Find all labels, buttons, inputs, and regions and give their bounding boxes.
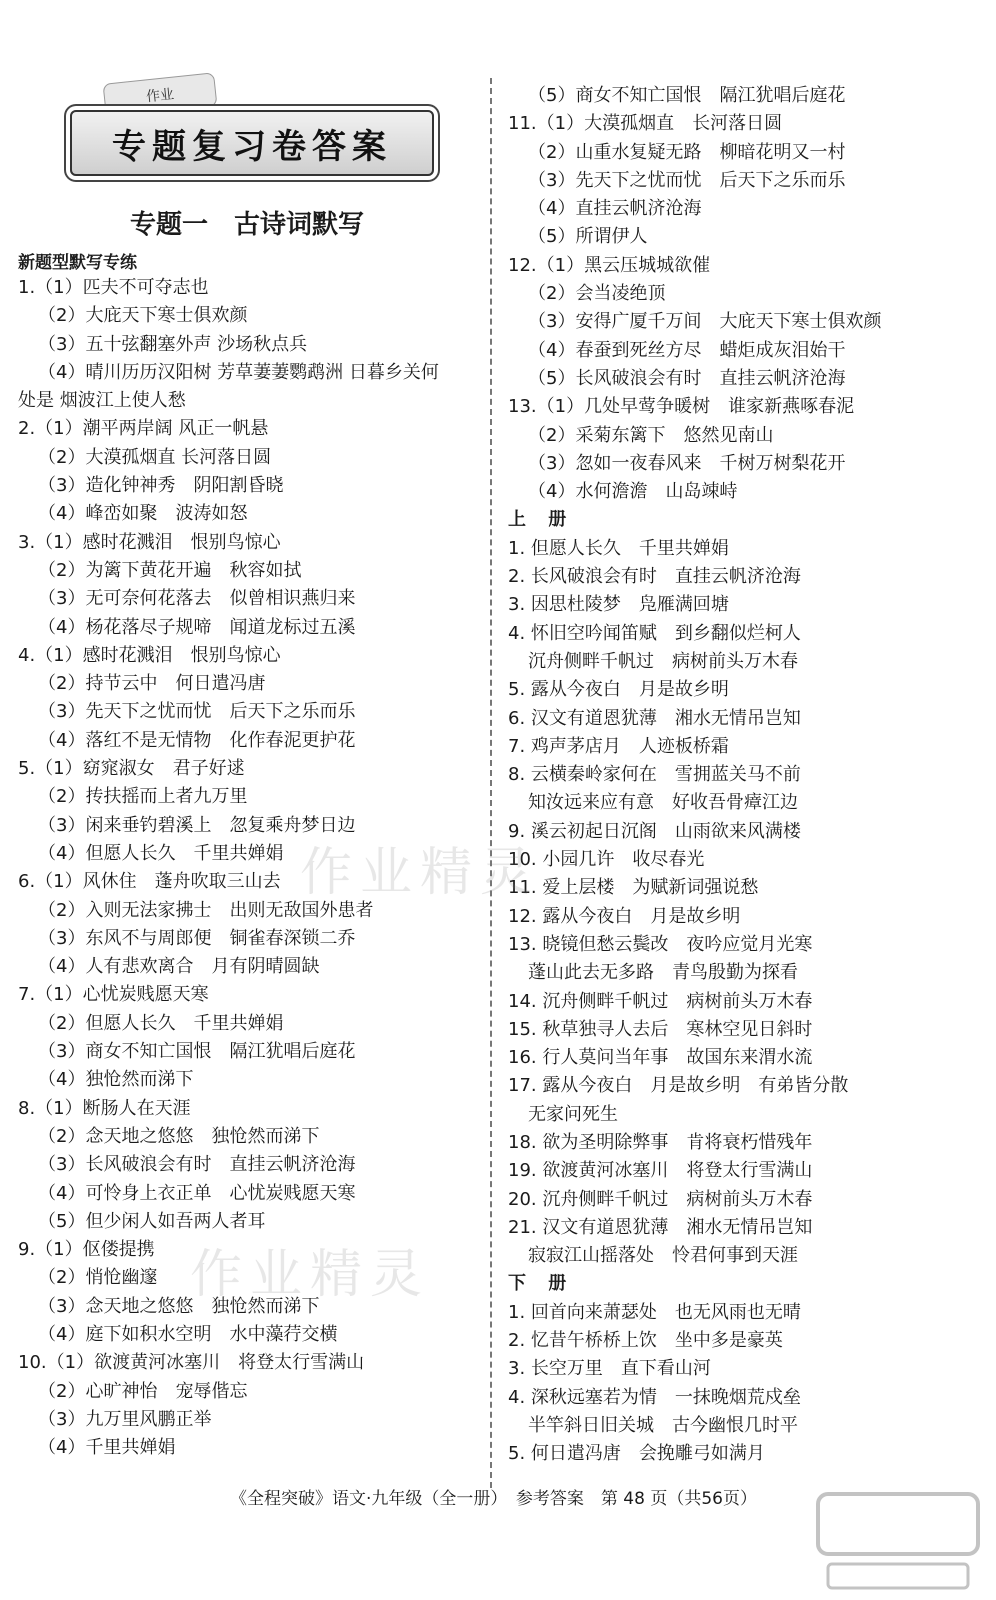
answer-line: 处是 烟波江上使人愁 [18,390,186,412]
answer-line: 3. 因思杜陵梦 凫雁满回塘 [508,594,729,616]
answer-line: 11. 爱上层楼 为赋新词强说愁 [508,877,759,899]
answer-line: （5）所谓伊人 [528,226,648,248]
answer-line: 19. 欲渡黄河冰塞川 将登太行雪满山 [508,1160,813,1182]
answer-line: 5.（1）窈窕淑女 君子好逑 [18,758,245,780]
answer-line: 半竿斜日旧关城 古今幽恨几时平 [528,1414,798,1436]
answer-line: （3）闲来垂钓碧溪上 忽复乘舟梦日边 [38,814,356,836]
answer-line: 17. 露从今夜白 月是故乡明 有弟皆分散 [508,1075,849,1097]
answer-line: （3）先天下之忧而忧 后天下之乐而乐 [528,169,846,191]
answer-line: 10.（1）欲渡黄河冰塞川 将登太行雪满山 [18,1352,365,1374]
page-footer: 《全程突破》语文·九年级（全一册） 参考答案 第 48 页（共56页） [230,1489,757,1509]
answer-line: 寂寂江山摇落处 怜君何事到天涯 [528,1245,798,1267]
answer-line: 15. 秋草独寻人去后 寒林空见日斜时 [508,1018,813,1040]
answer-line: 4.（1）感时花溅泪 恨别鸟惊心 [18,644,281,666]
answer-line: 3.（1）感时花溅泪 恨别鸟惊心 [18,531,281,553]
answer-line: 7. 鸡声茅店月 人迹板桥霜 [508,735,729,757]
answer-line: （4）水何澹澹 山岛竦峙 [528,481,738,503]
answer-line: 10. 小园几许 收尽春光 [508,849,705,871]
answer-line: 9. 溪云初起日沉阁 山雨欲来风满楼 [508,820,801,842]
answer-line: 6. 汉文有道恩犹薄 湘水无情吊岂知 [508,707,801,729]
answer-line: 2.（1）潮平两岸阔 风正一帆悬 [18,418,269,440]
answer-line: （5）商女不知亡国恨 隔江犹唱后庭花 [528,85,846,106]
answer-line: 7.（1）心忧炭贱愿天寒 [18,984,209,1006]
answer-line: （3）安得广厦千万间 大庇天下寒士俱欢颜 [528,311,882,333]
answer-line: （4）庭下如积水空明 水中藻荇交横 [38,1323,338,1345]
watermark-2: 作业精灵 [190,1245,431,1305]
answer-line: （3）九万里风鹏正举 [38,1408,212,1430]
answer-line: 1. 但愿人长久 千里共婵娟 [508,537,729,559]
answer-line: 13.（1）几处早莺争暖树 谁家新燕啄春泥 [508,396,855,418]
answer-line: 13. 晓镜但愁云鬓改 夜吟应觉月光寒 [508,933,813,955]
answer-line: （4）人有悲欢离合 月有阴晴圆缺 [38,956,320,978]
answer-line: 8. 云横秦岭家何在 雪拥蓝关马不前 [508,764,801,786]
answer-line: （2）会当凌绝顶 [528,283,666,305]
answer-line: （3）先天下之忧而忧 后天下之乐而乐 [38,701,356,723]
answer-line: 14. 沉舟侧畔千帆过 病树前头万木春 [508,990,813,1012]
answer-line: （3）造化钟神秀 阴阳割昏晓 [38,475,284,497]
answer-line: （4）直挂云帆济沧海 [528,198,702,220]
answer-line: （3）长风破浪会有时 直挂云帆济沧海 [38,1154,356,1176]
answer-line: （3）东风不与周郎便 铜雀春深锁二乔 [38,927,356,949]
answer-line: （2）采菊东篱下 悠然见南山 [528,424,774,446]
answer-line: （4）但愿人长久 千里共婵娟 [38,842,284,864]
answer-line: 8.（1）断肠人在天涯 [18,1097,191,1119]
answer-line: （3）商女不知亡国恨 隔江犹唱后庭花 [38,1041,356,1063]
answer-line: 20. 沉舟侧畔千帆过 病树前头万木春 [508,1188,813,1210]
answer-line: 18. 欲为圣明除弊事 肯将衰朽惜残年 [508,1131,813,1153]
answer-line: 5. 露从今夜白 月是故乡明 [508,679,729,701]
answer-line: （4）可怜身上衣正单 心忧炭贱愿天寒 [38,1182,356,1204]
section-heading: 下 册 [508,1273,575,1295]
answer-line: （2）心旷神怡 宠辱偕忘 [38,1380,248,1402]
answer-line: （2）大庇天下寒士俱欢颜 [38,305,248,327]
answer-line: 5. 何日遣冯唐 会挽雕弓如满月 [508,1443,765,1465]
answer-line: 4. 怀旧空吟闻笛赋 到乡翻似烂柯人 [508,622,801,644]
answer-line: （4）杨花落尽子规啼 闻道龙标过五溪 [38,616,356,638]
answer-line: （5）长风破浪会有时 直挂云帆济沧海 [528,367,846,389]
banner-title: 专题复习卷答案 [112,126,392,167]
homework-tag: 作业 [103,72,218,118]
section-title: 专题一 古诗词默写 [130,210,365,240]
answer-line: （2）念天地之悠悠 独怆然而涕下 [38,1125,320,1147]
answer-line: 2. 长风破浪会有时 直挂云帆济沧海 [508,566,801,588]
answer-line: 4. 深秋远塞若为情 一抹晚烟荒戍垒 [508,1386,801,1408]
answer-line: （4）落红不是无情物 化作春泥更护花 [38,729,356,751]
answer-line: （2）入则无法家拂士 出则无敌国外患者 [38,899,374,921]
answer-line: （5）但少闲人如吾两人者耳 [38,1210,266,1232]
answer-line: 12. 露从今夜白 月是故乡明 [508,905,741,927]
answer-line: （3）念天地之悠悠 独怆然而涕下 [38,1295,320,1317]
answer-line: 蓬山此去无多路 青鸟殷勤为探看 [528,962,798,984]
answer-line: 16. 行人莫问当年事 故国东来渭水流 [508,1047,813,1069]
title-banner [70,110,434,176]
answer-line: （4）千里共婵娟 [38,1437,176,1459]
answer-line: 6.（1）风休住 蓬舟吹取三山去 [18,871,281,893]
answer-line: 12.（1）黑云压城城欲催 [508,254,711,276]
answer-line: （2）大漠孤烟直 长河落日圆 [38,446,272,468]
answer-line: 1.（1）匹夫不可夺志也 [18,277,209,298]
watermark-1: 作业精灵 [300,843,541,903]
right-column [508,82,948,1469]
answer-line: （4）峰峦如聚 波涛如怒 [38,503,248,525]
answer-line: （2）为篱下黄花开遍 秋容如拭 [38,559,302,581]
answer-line: 21. 汉文有道恩犹薄 湘水无情吊岂知 [508,1216,813,1238]
answer-line: （3）忽如一夜春风来 千树万树梨花开 [528,452,846,474]
answer-line: 无家问死生 [528,1103,618,1125]
section-heading: 上 册 [508,509,575,531]
answer-line: 2. 忆昔午桥桥上饮 坐中多是豪英 [508,1330,783,1352]
answer-line: （4）春蚕到死丝方尽 蜡炬成灰泪始干 [528,339,846,361]
answer-line: 沉舟侧畔千帆过 病树前头万木春 [528,650,798,672]
answer-line: 3. 长空万里 直下看山河 [508,1358,711,1380]
answer-line: （2）山重水复疑无路 柳暗花明又一村 [528,141,846,163]
answer-line: （3）五十弦翻塞外声 沙场秋点兵 [38,333,308,355]
answer-line: 1. 回首向来萧瑟处 也无风雨也无晴 [508,1301,801,1323]
answer-line: （2）抟扶摇而上者九万里 [38,786,248,808]
answer-line: （4）独怆然而涕下 [38,1069,194,1091]
answer-line: 知汝远来应有意 好收吾骨瘴江边 [528,792,798,814]
subhead: 新题型默写专练 [18,253,137,273]
answer-line: （2）持节云中 何日遣冯唐 [38,673,266,695]
answer-line: （2）悄怆幽邃 [38,1267,158,1289]
answer-line: 11.（1）大漠孤烟直 长河落日圆 [508,113,783,135]
answer-line: （3）无可奈何花落去 似曾相识燕归来 [38,588,356,610]
column-divider [490,78,492,1488]
answer-line: （4）晴川历历汉阳树 芳草萋萋鹦鹉洲 日暮乡关何 [38,361,439,383]
answer-line: 9.（1）伛偻提携 [18,1239,155,1261]
site-logo-icon [808,1484,988,1594]
answer-line: （2）但愿人长久 千里共婵娟 [38,1012,284,1034]
